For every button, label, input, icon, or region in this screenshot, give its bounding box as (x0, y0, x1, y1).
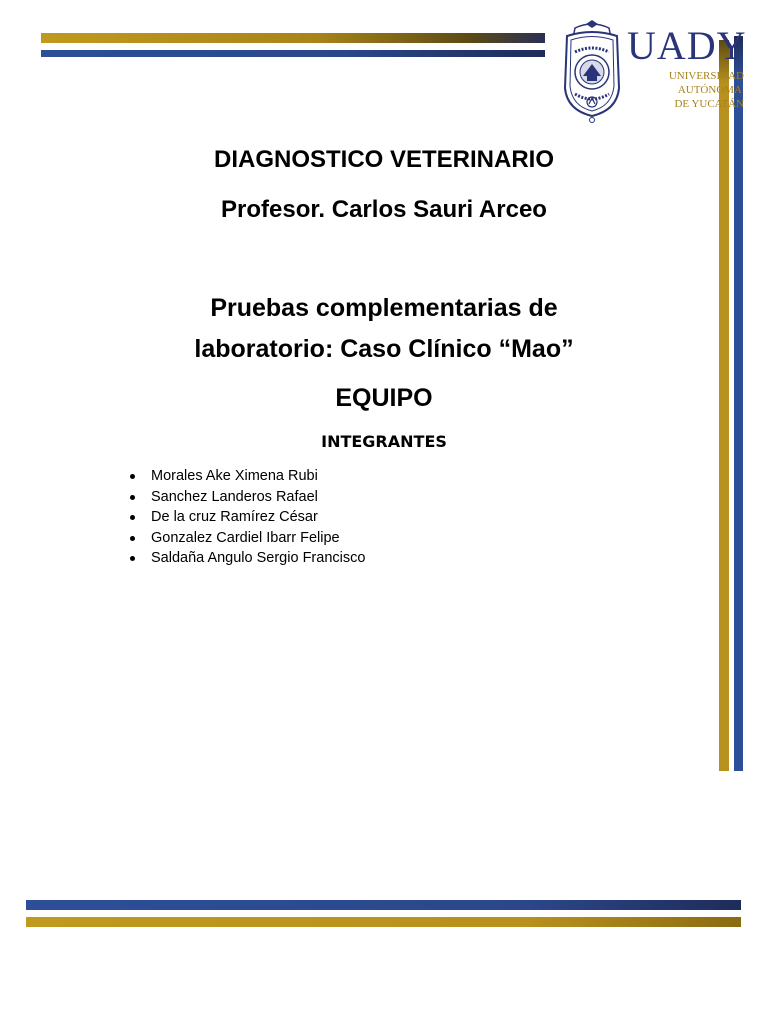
course-title: DIAGNOSTICO VETERINARIO (213, 146, 555, 173)
member-name: De la cruz Ramírez César (151, 509, 318, 525)
brand-subtitle-line2: AUTÓNOMA (677, 84, 742, 96)
professor-name: Profesor. Carlos Sauri Arceo (221, 196, 547, 223)
brand-subtitle-line1: UNIVERSIDAD (668, 70, 744, 82)
team-heading: EQUIPO (335, 384, 433, 412)
member-name: Sanchez Landeros Rafael (151, 488, 318, 505)
bottom-gold-bar (26, 917, 741, 927)
bullet-icon (130, 515, 135, 520)
members-list (130, 466, 365, 569)
bullet-icon (130, 536, 135, 541)
members-heading: INTEGRANTES (321, 432, 447, 451)
brand-name: UADY (627, 23, 747, 68)
topic-title-line2: laboratorio: Caso Clínico “Mao” (194, 335, 574, 363)
top-gold-bar (41, 33, 545, 43)
member-name: Morales Ake Ximena Rubi (151, 468, 318, 484)
bullet-icon (130, 495, 135, 500)
list-item (130, 548, 365, 569)
member-name: Saldaña Angulo Sergio Francisco (151, 550, 366, 566)
bottom-blue-bar (26, 900, 741, 910)
brand-subtitle-line3: DE YUCATÁN (674, 98, 744, 110)
bullet-icon (130, 556, 135, 561)
member-name: Gonzalez Cardiel Ibarr Felipe (151, 529, 340, 546)
top-blue-bar (41, 50, 545, 57)
list-item (130, 507, 365, 528)
topic-title-line1: Pruebas complementarias de (210, 294, 558, 322)
bullet-icon (130, 474, 135, 479)
list-item (130, 487, 365, 508)
list-item (130, 466, 365, 487)
list-item (130, 528, 365, 549)
university-seal-logo (561, 18, 623, 124)
